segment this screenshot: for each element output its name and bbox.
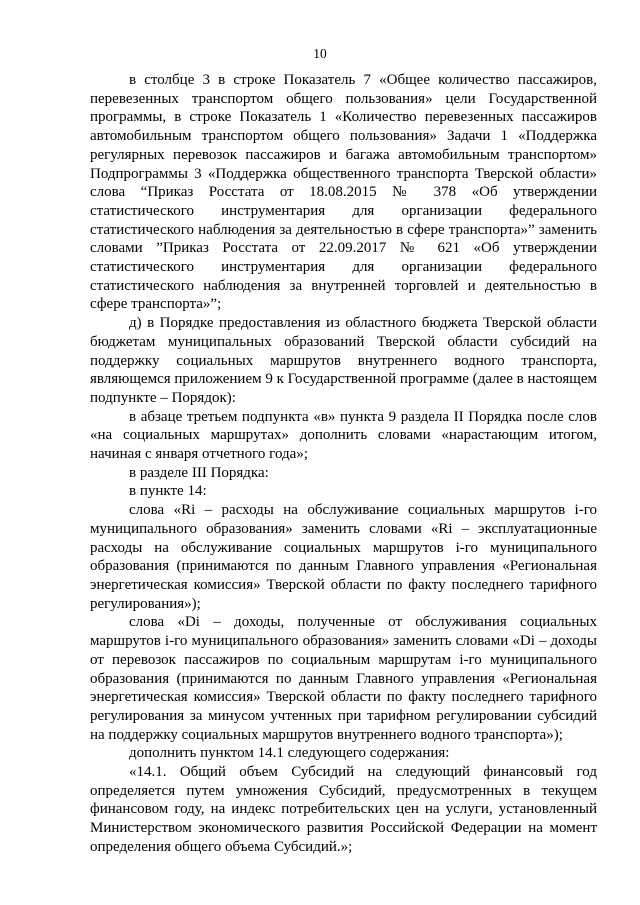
paragraph-item-14-1: «14.1. Общий объем Субсидий на следующий финансовый год определяется путем умножения Субсидий, предусмотренных в текущем финансовом году, на индекс потребительских цен на услуги, установленный Министерством экономического развития Российской Федерации на момент определения общего объема Субсидий.»; bbox=[90, 764, 597, 855]
paragraph-subitem-d: д) в Порядке предоставления из областного бюджета Тверской области бюджетам муниципальных образований Тверской области субсидий на поддержку социальных маршрутов внутреннего водного транспорта, являющемся приложением 9 к Государственной программе (далее в настоящем подпункте – Порядок): bbox=[90, 315, 597, 406]
paragraph-add-item-14-1: дополнить пунктом 14.1 следующего содержания: bbox=[129, 745, 450, 762]
paragraph-item-14: в пункте 14: bbox=[129, 483, 207, 500]
page-number: 10 bbox=[313, 46, 327, 61]
paragraph-ri-definition: слова «Ri – расходы на обслуживание социальных маршрутов i-го муниципального образования» заменить словами «Ri – эксплуатационные расходы на обслуживание социальных маршрутов i-го муниципального образования (принимаются по данным Главного управления «Региональная энергетическая комиссия» Тверской области по факту последнего тарифного регулирования»); bbox=[90, 502, 597, 612]
document-body bbox=[90, 71, 597, 857]
paragraph-section-2-item-9: в абзаце третьем подпункта «в» пункта 9 раздела II Порядка после слов «на социальных маршрутах» дополнить словами «нарастающим итогом, начиная с января отчетного года»; bbox=[90, 408, 597, 463]
paragraph-amendment-indicator-7: в столбце 3 в строке Показатель 7 «Общее количество пассажиров, перевезенных транспортом общего пользования» цели Государственной программы, в строке Показатель 1 «Количество перевезенных пассажиров автомобильным транспортом общего пользования» Задачи 1 «Поддержка регулярных перевозок пассажиров и багажа автомобильным транспортом» Подпрограммы 3 «Поддержка общественного транспорта Тверской области» слова “Приказ Росстата от 18.08.2015 № 378 «Об утверждении статистического инструментария для организации федерального статистического наблюдения за деятельностью в сфере транспорта»” заменить словами ”Приказ Росстата от 22.09.2017 № 621 «Об утверждении статистического инструментария для организации федерального статистического наблюдения за внутренней торговлей и деятельностью в сфере транспорта»”; bbox=[90, 72, 597, 313]
paragraph-section-3: в разделе III Порядка: bbox=[129, 464, 269, 481]
paragraph-di-definition: слова «Di – доходы, полученные от обслуживания социальных маршрутов i-го муниципального образования» заменить словами «Di – доходы от перевозок пассажиров по социальным маршрутам i-го муниципального образования (принимаются по данным Главного управления «Региональная энергетическая комиссия» Тверской области по факту последнего тарифного регулирования за минусом учтенных при тарифном регулировании субсидий на поддержку социальных маршрутов внутреннего водного транспорта»); bbox=[90, 614, 597, 743]
